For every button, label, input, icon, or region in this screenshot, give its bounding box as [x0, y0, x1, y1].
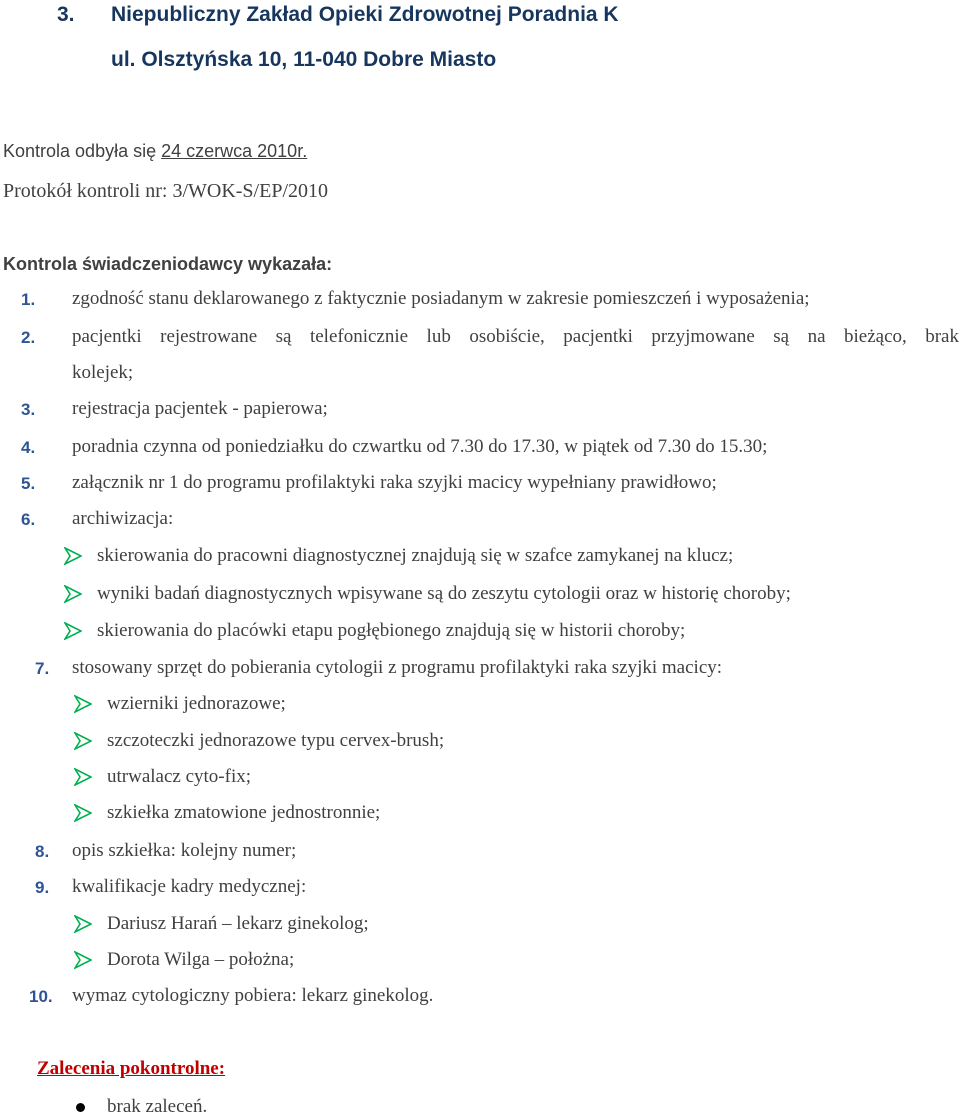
arrowhead-bullet-icon: [74, 951, 92, 969]
finding-text: poradnia czynna od poniedziałku do czwartku od 7.30 do 17.30, w piątek od 7.30 do 15.30;: [72, 436, 768, 457]
sub-item-text: skierowania do pracowni diagnostycznej znajdują się w szafce zamykanej na klucz;: [97, 545, 734, 566]
finding-number: 8.: [35, 842, 50, 861]
facility-address: ul. Olsztyńska 10, 11-040 Dobre Miasto: [111, 48, 497, 71]
protocol-number: Protokół kontroli nr: 3/WOK-S/EP/2010: [3, 180, 328, 202]
finding-text: rejestracja pacjentek - papierowa;: [72, 398, 328, 419]
sub-item-text: utrwalacz cyto-fix;: [107, 766, 252, 787]
sub-item-text: wzierniki jednorazowe;: [107, 693, 286, 714]
arrowhead-bullet-icon: [74, 768, 92, 786]
finding-text-continued: kolejek;: [72, 362, 134, 383]
inspection-date-line: [3, 141, 307, 162]
arrowhead-bullet-icon: [74, 804, 92, 822]
finding-number: 4.: [21, 438, 36, 457]
inspection-date: 24 czerwca 2010r.: [161, 141, 308, 161]
recommendation-item: brak zaleceń.: [107, 1096, 208, 1117]
recommendations-heading: Zalecenia pokontrolne:: [37, 1058, 226, 1079]
sub-item-text: szkiełka zmatowione jednostronnie;: [107, 802, 381, 823]
arrowhead-bullet-icon: [64, 585, 82, 603]
finding-text: pacjentki rejestrowane są telefonicznie lub osobiście, pacjentki przyjmowane są na bieżąco, brak: [72, 326, 959, 347]
arrowhead-bullet-icon: [64, 547, 82, 565]
round-bullet-icon: [76, 1103, 85, 1112]
finding-number: 1.: [21, 290, 36, 309]
finding-text: opis szkiełka: kolejny numer;: [72, 840, 297, 861]
finding-number: 9.: [35, 878, 50, 897]
finding-text: kwalifikacje kadry medycznej:: [72, 876, 307, 897]
facility-title: Niepubliczny Zakład Opieki Zdrowotnej Poradnia K: [111, 3, 619, 26]
sub-item-text: Dariusz Harań – lekarz ginekolog;: [107, 913, 369, 934]
arrowhead-bullet-icon: [74, 915, 92, 933]
finding-text: archiwizacja:: [72, 508, 174, 529]
finding-number: 10.: [29, 987, 53, 1006]
sub-item-text: wyniki badań diagnostycznych wpisywane są do zeszytu cytologii oraz w historię choroby;: [97, 583, 791, 604]
arrowhead-bullet-icon: [74, 732, 92, 750]
finding-number: 5.: [21, 474, 36, 493]
finding-number: 2.: [21, 328, 36, 347]
finding-text: załącznik nr 1 do programu profilaktyki raka szyjki macicy wypełniany prawidłowo;: [72, 472, 717, 493]
arrowhead-bullet-icon: [64, 622, 82, 640]
arrowhead-bullet-icon: [74, 695, 92, 713]
sub-item-text: szczoteczki jednorazowe typu cervex-brush;: [107, 730, 445, 751]
inspection-date-prefix: Kontrola odbyła się: [3, 141, 162, 161]
sub-item-text: Dorota Wilga – położna;: [107, 949, 295, 970]
finding-number: 3.: [21, 400, 36, 419]
finding-text: stosowany sprzęt do pobierania cytologii z programu profilaktyki raka szyjki macicy:: [72, 657, 723, 678]
sub-item-text: skierowania do placówki etapu pogłębionego znajdują się w historii choroby;: [97, 620, 686, 641]
finding-text: wymaz cytologiczny pobiera: lekarz ginekolog.: [72, 985, 434, 1006]
finding-number: 7.: [35, 659, 50, 678]
section-number: 3.: [57, 3, 75, 26]
finding-text: zgodność stanu deklarowanego z faktycznie posiadanym w zakresie pomieszczeń i wyposażenia;: [72, 288, 810, 309]
finding-number: 6.: [21, 510, 36, 529]
findings-heading: Kontrola świadczeniodawcy wykazała:: [3, 254, 333, 274]
